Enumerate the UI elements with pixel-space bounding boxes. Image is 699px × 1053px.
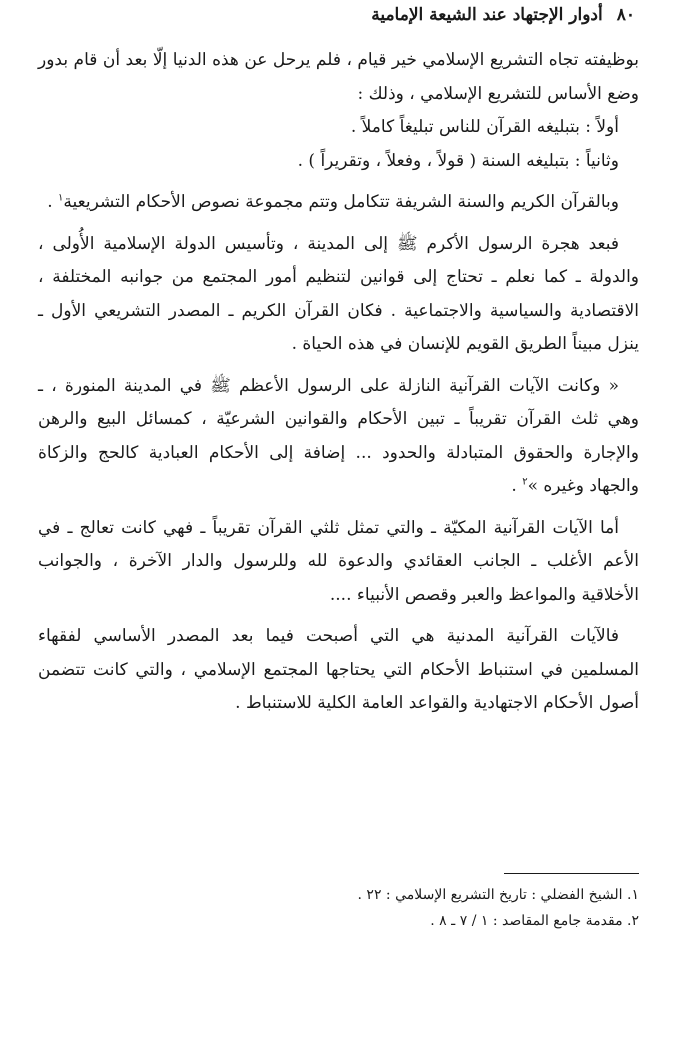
footnotes — [38, 882, 639, 934]
footnote-marker: ١ — [58, 192, 64, 204]
footnote: ١. الشيخ الفضلي : تاريخ التشريع الإسلامي : ٢٢ . — [357, 887, 639, 903]
paragraph: بوظيفته تجاه التشريع الإسلامي خير قيام ، فلم يرحل عن هذه الدنيا إلّا بعد أن قام بدور وضع الأساس للتشريع الإسلامي ، وذلك : — [38, 50, 639, 104]
running-header — [38, 2, 635, 28]
footnote: ٢. مقدمة جامع المقاصد : ١ / ٧ ـ ٨ . — [430, 913, 639, 929]
list-item-first: أولاً : بتبليغه القرآن للناس تبليغاً كاملاً . — [350, 117, 619, 137]
paragraph: فبعد هجرة الرسول الأكرم ﷺ إلى المدينة ، وتأسيس الدولة الإسلامية الأُولى ، والدولة ـ كما نعلم ـ تحتاج إلى قوانين لتنظيم أمور المجتمع من جوانبه المختلفة ، الاقتصادية والسياسية والاجتماعية . فكان القرآن الكريم ـ المصدر التشريعي الأول ـ ينزل مبيناً الطريق القويم للإنسان في هذه الحياة . — [38, 233, 639, 354]
footnote-marker: ٢ — [522, 476, 528, 488]
quote-paragraph: « وكانت الآيات القرآنية النازلة على الرسول الأعظم ﷺ في المدينة المنورة ، ـ وهي ثلث القرآن تقريباً ـ تبين الأحكام والقوانين الشرعيّة ، كمسائل البيع والرهن والإجارة والحقوق المتبادلة والحدود ... إضافة إلى الأحكام العبادية كالحج والزكاة والجهاد وغيره »$^٢$ . — [38, 375, 639, 496]
paragraph: أما الآيات القرآنية المكيّة ـ والتي تمثل ثلثي القرآن تقريباً ـ فهي كانت تعالج ـ في الأعم الأغلب ـ الجانب العقائدي والدعوة لله وللرسول والدار الآخرة ، والجوانب الأخلاقية والمواعظ والعبر وقصص الأنبياء .... — [38, 517, 639, 605]
footnote-divider — [504, 873, 639, 874]
paragraph: وبالقرآن الكريم والسنة الشريفة تتكامل وتتم مجموعة نصوص الأحكام التشريعية$^١$ . — [47, 192, 619, 212]
list-item-second: وثانياً : بتبليغه السنة ( قولاً ، وفعلاً ، وتقريراً ) . — [297, 150, 619, 171]
paragraph-text: « وكانت الآيات القرآنية النازلة على الرسول الأعظم ﷺ في المدينة المنورة ، ـ وهي ثلث القرآن تقريباً ـ تبين الأحكام والقوانين الشرعيّة ، كمسائل البيع والرهن والإجارة والحقوق المتبادلة والحدود ... إضافة إلى الأحكام العبادية كالحج والزكاة والجهاد وغيره » — [38, 375, 639, 496]
body-text — [38, 44, 639, 729]
running-title: أدوار الإجتهاد عند الشيعة الإمامية — [371, 5, 603, 25]
paragraph-text: وبالقرآن الكريم والسنة الشريفة تتكامل وتتم مجموعة نصوص الأحكام التشريعية — [63, 192, 619, 212]
page-number: ٨٠ — [616, 5, 635, 25]
paragraph: فالآيات القرآنية المدنية هي التي أصبحت فيما بعد المصدر الأساسي لفقهاء المسلمين في استنباط الأحكام التي يحتاجها المجتمع الإسلامي ، والتي كانت تتضمن أصول الأحكام الاجتهادية والقواعد العامة الكلية للاستنباط . — [38, 626, 639, 713]
